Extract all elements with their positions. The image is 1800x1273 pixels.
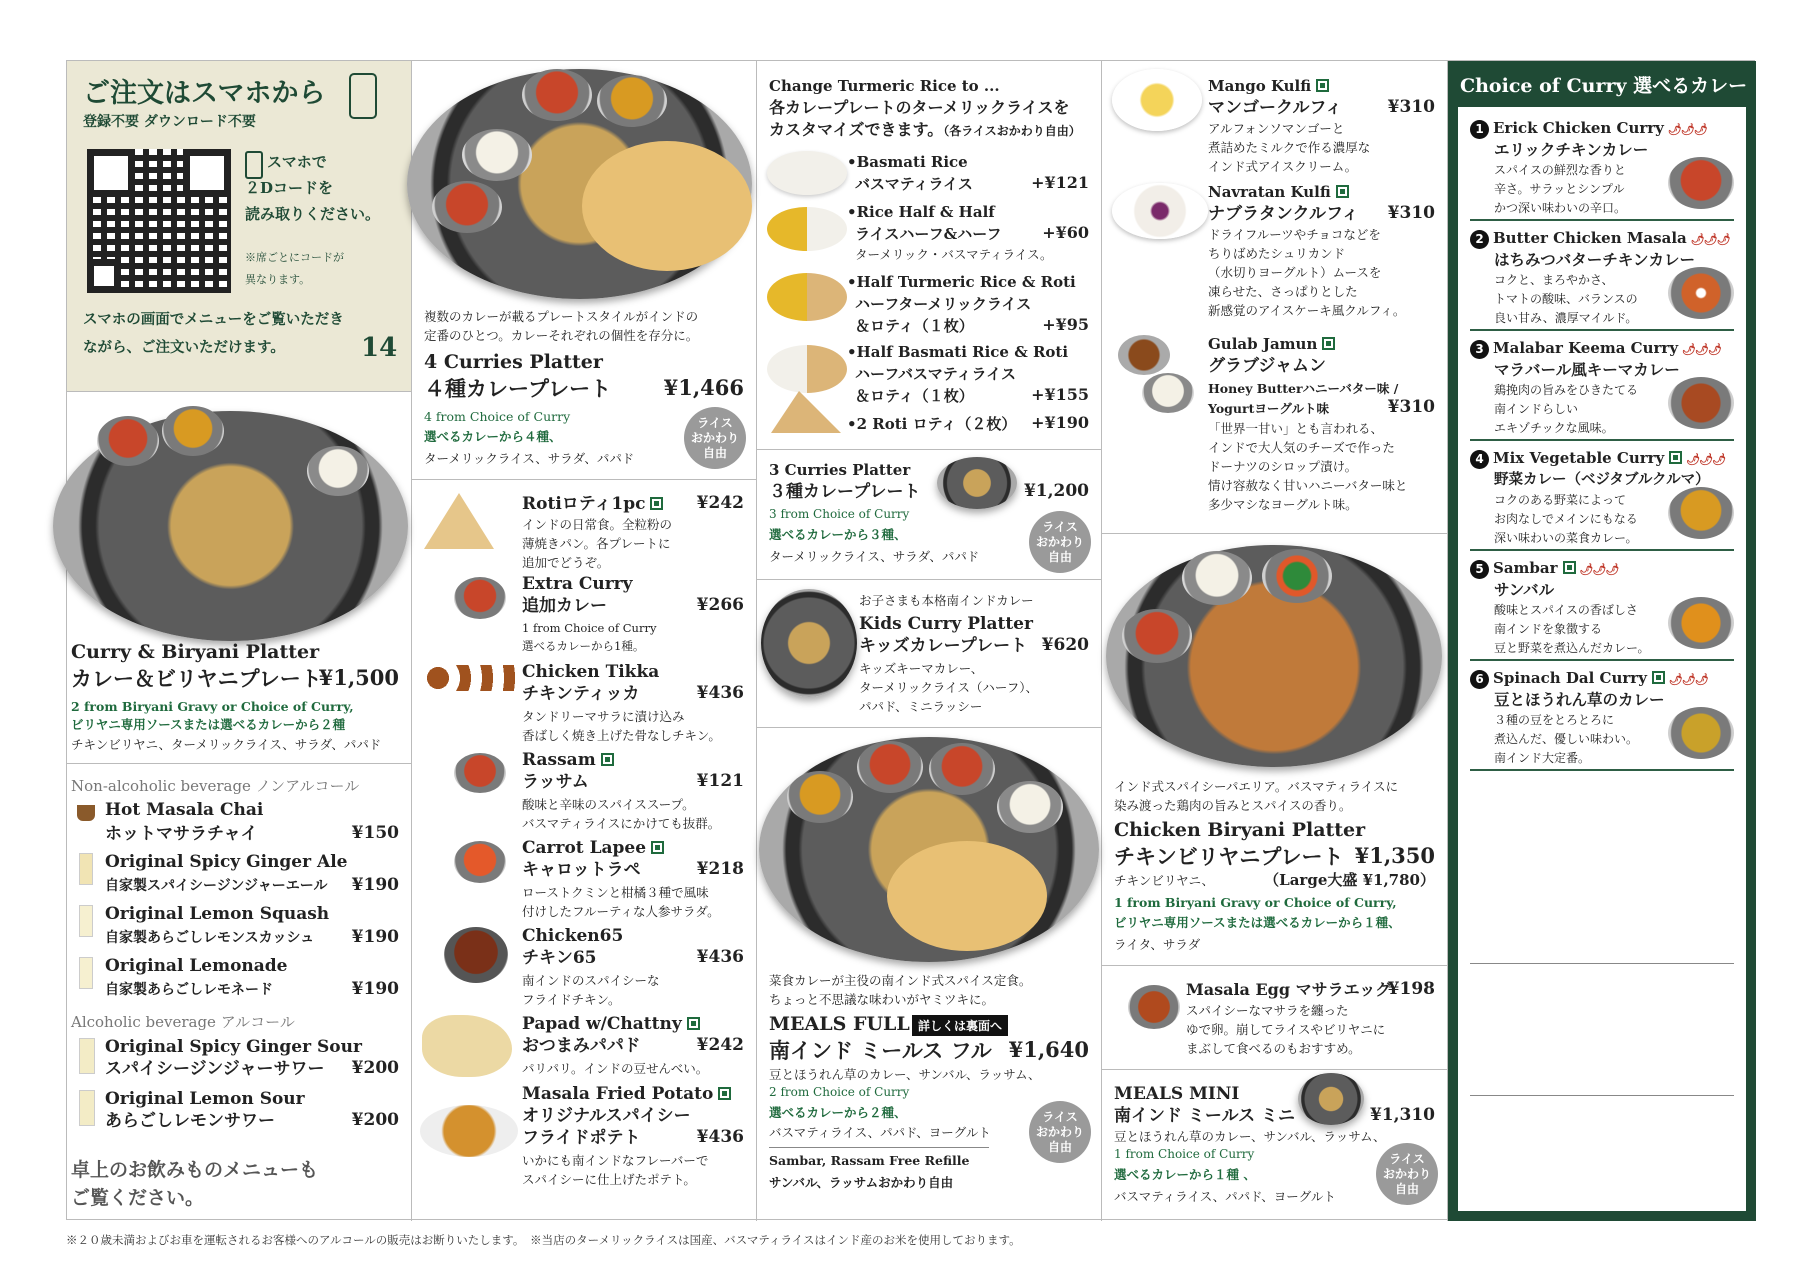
side-papad-en: Papad w/Chattny <box>522 1013 700 1035</box>
gulab-jamun-image <box>1118 335 1170 375</box>
roti-image <box>424 493 494 549</box>
meals-full-l2: バスマティライス、パパド、ヨーグルト <box>769 1125 991 1140</box>
side-potato-jp2: フライドポテト <box>522 1128 641 1148</box>
column-4 <box>1102 61 1448 1221</box>
side-chicken65-jp: チキン65 <box>522 948 597 968</box>
meals-mini-jp: 南インド ミールス ミニ <box>1114 1106 1295 1126</box>
masala-egg-price: ¥198 <box>1387 979 1435 999</box>
dessert-navratan-price: ¥310 <box>1387 203 1435 223</box>
rice-basmati-roti-jp: ハーフバスマティライス <box>855 365 1016 383</box>
meals-mini-choice-en: 1 from Choice of Curry <box>1114 1147 1255 1161</box>
side-extra-curry-en: Extra Curry <box>522 574 633 594</box>
rice-half-price: +¥60 <box>1042 223 1089 242</box>
veg-icon <box>601 753 614 766</box>
kids-platter-photo <box>761 589 857 697</box>
dessert-gulab-jp: グラブジャムン <box>1208 356 1326 376</box>
qr-finder-icon <box>87 259 121 293</box>
rice-turmeric-roti-en: •Half Turmeric Rice & Roti <box>847 273 1076 291</box>
gravy-bowl-image <box>1122 609 1192 663</box>
veg-icon <box>1322 337 1335 350</box>
qr-desc: スマホの画面でメニューをご覧いただき ながら、ご注文いただけます。 <box>83 311 344 356</box>
chicken-biryani-jp: チキンビリヤニプレート <box>1114 844 1344 869</box>
masala-egg-desc: スパイシーなマサラを纏った ゆで卵。崩してライスやビリヤニに まぶして食べるのもおすすめ。 <box>1186 1003 1386 1056</box>
chicken-tikka-image <box>426 665 518 691</box>
curry-image <box>1668 377 1734 429</box>
beverage-item[interactable]: Original Spicy Ginger Ale 自家製スパイシージンジャーエール ¥190 <box>71 851 407 903</box>
meals-full-price: ¥1,640 <box>1008 1037 1089 1062</box>
dessert-gulab-flavor: Honey Butterハニーバター味 / <box>1208 381 1399 396</box>
salad-bowl-image <box>1262 549 1332 603</box>
rice-half-desc: ターメリック・バスマティライス。 <box>855 247 1053 262</box>
curry-biryani-choice-en: 2 from Biryani Gravy or Choice of Curry, <box>71 699 354 714</box>
qr-note: ※席ごとにコードが 異なります。 <box>245 251 344 286</box>
alc-list <box>71 1036 407 1140</box>
rice-header-en: Change Turmeric Rice to ... <box>769 77 1000 95</box>
rice-basmati-en: •Basmati Rice <box>847 153 968 171</box>
chicken-biryani-desc1: インド式スパイシーパエリア。バスマティライスに <box>1114 779 1399 794</box>
column-3 <box>757 61 1102 1221</box>
curry-choice-item[interactable]: 6 Spinach Dal Curry 🌶🌶🌶 豆とほうれん草のカレー ３種の豆をとろとろに 煮込んだ、優しい味わい。 南インド大定番。 <box>1470 661 1734 771</box>
side-chicken65-en: Chicken65 <box>522 926 624 946</box>
chicken-biryani-l2: ライタ、サラダ <box>1114 937 1201 952</box>
rice-refill-badge: ライス おかわり 自由 <box>684 407 746 469</box>
curry-bowl-image <box>97 416 159 466</box>
four-curries-jp: ４種カレープレート <box>424 376 612 401</box>
blank-line <box>1470 963 1734 964</box>
curry-biryani-desc: チキンビリヤニ、ターメリックライス、サラダ、パパド <box>71 737 382 752</box>
mango-kulfi-image <box>1112 69 1202 131</box>
turmeric-roti-image <box>767 273 847 321</box>
curry-biryani-price: ¥1,500 <box>318 665 399 690</box>
veg-icon <box>1316 79 1329 92</box>
beverage-item[interactable]: Original Lemon Sour あらごしレモンサワー ¥200 <box>71 1088 407 1140</box>
rice-refill-badge: ライス おかわり 自由 <box>1029 1101 1091 1163</box>
side-carrot-en: Carrot Lapee <box>522 837 664 859</box>
rice-2roti-price: +¥190 <box>1031 413 1089 432</box>
glass-icon <box>79 905 93 937</box>
curry-bowl-image <box>432 181 502 233</box>
choice-curry-list <box>1458 107 1746 1211</box>
side-potato-jp: オリジナルスパイシー <box>522 1106 691 1126</box>
two-roti-image <box>771 391 841 433</box>
dessert-gulab-desc: 「世界一甘い」とも言われる、 インドで大人気のチーズで作った ドーナツのシロップ漬け。 情け容赦なく甘いハニーバター味と 多少マシなヨーグルト味。 <box>1208 421 1408 512</box>
chili-icon: 🌶🌶🌶 <box>1579 563 1619 576</box>
curry-choice-item[interactable]: 3 Malabar Keema Curry 🌶🌶🌶 マラバール風キーマカレー 鶏挽肉の旨みをひきたてる 南インドらしい エキゾチックな風味。 <box>1470 331 1734 441</box>
choice-curry-title: Choice of Curry 選べるカレー <box>1460 75 1748 97</box>
glass-icon <box>79 957 93 989</box>
three-curries-photo <box>937 457 1017 509</box>
chili-icon: 🌶🌶🌶 <box>1668 673 1708 686</box>
beverage-list <box>71 799 407 1007</box>
veg-icon <box>687 1017 700 1030</box>
veg-icon <box>1652 671 1665 684</box>
side-rassam-en: Rassam <box>522 749 614 771</box>
curry-bowl-image <box>929 743 995 795</box>
three-curries-jp: ３種カレープレート <box>769 482 921 502</box>
rice-basmati-jp: バスマティライス <box>855 175 973 193</box>
kids-price: ¥620 <box>1041 635 1089 655</box>
side-papad-desc: パリパリ。インドの豆せんべい。 <box>522 1061 709 1076</box>
meals-full-refill-en: Sambar, Rassam Free Refille <box>769 1153 970 1168</box>
four-curries-en: 4 Curries Platter <box>424 351 603 373</box>
qr-scan-text: スマホで ２Dコードを 読み取りください。 <box>245 153 381 223</box>
masala-egg-image <box>1128 985 1180 1029</box>
choice-of-curry-panel <box>1448 61 1756 1221</box>
papad-chattny-image <box>422 1015 512 1077</box>
veg-icon <box>650 497 663 510</box>
four-curries-desc: ターメリックライス、サラダ、パパド <box>424 451 635 466</box>
side-chicken-tikka-price: ¥436 <box>696 683 744 703</box>
meals-mini-photo <box>1298 1073 1364 1125</box>
three-curries-choice-en: 3 from Choice of Curry <box>769 507 910 521</box>
meals-mini-en: MEALS MINI <box>1114 1084 1240 1104</box>
three-curries-price: ¥1,200 <box>1023 481 1089 501</box>
rice-header-jp: 各カレープレートのターメリックライスを <box>769 98 1070 117</box>
dessert-gulab-price: ¥310 <box>1387 397 1435 417</box>
column-1 <box>67 61 412 1221</box>
meals-mini-choice-jp: 選べるカレーから１種 、 <box>1114 1167 1256 1182</box>
side-potato-price: ¥436 <box>696 1127 744 1147</box>
side-papad-jp: おつまみパパド <box>522 1036 641 1056</box>
meals-full-desc2: ちょっと不思議な味わいがヤミツキに。 <box>769 992 995 1007</box>
side-carrot-desc: ローストクミンと柑橘３種で風味 付けしたフルーティな人参サラダ。 <box>522 885 720 919</box>
curry-choice-item[interactable]: 5 Sambar 🌶🌶🌶 サンバル 酸味とスパイスの香ばしさ 南インドを象徴する 豆と野菜を煮込んだカレー。 <box>1470 551 1734 661</box>
chicken-biryani-large-price: （Large大盛 ¥1,780） <box>1264 871 1435 889</box>
beverage-item[interactable]: Original Lemonade 自家製あらごしレモネード ¥190 <box>71 955 407 1007</box>
qr-sub: 登録不要 ダウンロード不要 <box>83 114 256 130</box>
alc-header: Alcoholic beverage アルコール <box>71 1013 295 1031</box>
dessert-navratan-jp: ナブラタンクルフィ <box>1208 204 1359 224</box>
carrot-lapee-image <box>454 841 506 883</box>
nonalc-header: Non-alcoholic beverage ノンアルコール <box>71 777 360 795</box>
meals-full-desc1: 菜食カレーが主役の南インド式スパイス定食。 <box>769 973 1032 988</box>
glass-icon <box>79 1090 95 1126</box>
curry-biryani-jp: カレー＆ビリヤニプレート <box>71 666 322 691</box>
smartphone-icon <box>349 73 377 119</box>
rice-turmeric-roti-price: +¥95 <box>1042 315 1089 334</box>
meals-full-jp: 南インド ミールス フル <box>769 1038 992 1063</box>
basmati-roti-image <box>767 345 847 393</box>
meals-mini-l2: バスマティライス、パパド、ヨーグルト <box>1114 1189 1336 1204</box>
dessert-mango-en: Mango Kulfi <box>1208 75 1329 97</box>
blank-line <box>1470 1095 1734 1096</box>
side-papad-price: ¥242 <box>696 1035 744 1055</box>
rice-refill-badge: ライス おかわり 自由 <box>1376 1143 1438 1205</box>
rice-refill-badge: ライス おかわり 自由 <box>1029 511 1091 573</box>
rice-basmati-roti-price: +¥155 <box>1031 385 1089 404</box>
side-chicken65-price: ¥436 <box>696 947 744 967</box>
chili-icon: 🌶🌶🌶 <box>1690 233 1730 246</box>
dessert-mango-jp: マンゴークルフィ <box>1208 98 1343 118</box>
dessert-gulab-en: Gulab Jamun <box>1208 333 1335 355</box>
side-chicken-tikka-desc: タンドリーマサラに漬け込み 香ばしく焼き上げた骨なしチキン。 <box>522 709 721 743</box>
side-carrot-jp: キャロットラペ <box>522 860 641 880</box>
four-curries-desc1: 複数のカレーが載るプレートスタイルがインドの <box>424 309 699 324</box>
meals-mini-l1: 豆とほうれん草のカレー、サンバル、ラッサム、 <box>1114 1129 1386 1144</box>
chili-icon: 🌶🌶🌶 <box>1686 453 1726 466</box>
glass-icon <box>79 1038 95 1074</box>
veg-icon <box>1563 561 1576 574</box>
chicken65-image <box>444 927 508 983</box>
extra-curry-image <box>454 577 506 619</box>
meals-full-l1: 豆とほうれん草のカレー、サンバル、ラッサム、 <box>769 1067 1041 1082</box>
three-curries-desc: ターメリックライス、サラダ、パパド <box>769 549 980 564</box>
curry-image <box>1668 707 1734 759</box>
side-chicken-tikka-jp: チキンティッカ <box>522 684 640 704</box>
side-chicken-tikka-en: Chicken Tikka <box>522 662 660 682</box>
qr-order-box <box>67 61 411 391</box>
side-carrot-price: ¥218 <box>696 859 744 879</box>
meals-full-refill-jp: サンバル、ラッサムおかわり自由 <box>769 1175 954 1190</box>
three-curries-en: 3 Curries Platter <box>769 461 911 479</box>
curry-bowl-image <box>522 69 592 121</box>
kids-desc: キッズキーマカレー、 ターメリックライス（ハーフ）、 パパド、ミニラッシー <box>859 661 1039 714</box>
basmati-rice-image <box>767 151 847 195</box>
rice-turmeric-roti-jp2: ＆ロティ（１枚） <box>855 317 974 335</box>
kids-en: Kids Curry Platter <box>859 614 1033 634</box>
side-rassam-price: ¥121 <box>696 771 744 791</box>
meals-full-choice-en: 2 from Choice of Curry <box>769 1085 910 1099</box>
side-rassam-jp: ラッサム <box>522 772 589 792</box>
drink-menu-note: 卓上のお飲みものメニューも ご覧ください。 <box>71 1159 319 1209</box>
table-number: 14 <box>361 333 398 363</box>
side-rassam-desc: 酸味と辛味のスパイススープ。 バスマティライスにかけても抜群。 <box>522 797 721 831</box>
chicken-biryani-desc2: 染み渡った鶏肉の旨みとスパイスの香り。 <box>1114 798 1352 813</box>
fried-potato-image <box>420 1105 518 1157</box>
chicken-biryani-choice-jp: ビリヤニ専用ソースまたは選べるカレーから１種、 <box>1114 915 1401 930</box>
dessert-gulab-flavor2: Yogurtヨーグルト味 <box>1208 401 1329 416</box>
masala-egg-name: Masala Egg マサラエッグ <box>1186 980 1392 999</box>
side-roti-price: ¥242 <box>696 493 744 513</box>
raita-bowl-image <box>307 446 369 496</box>
curry-bowl-image <box>162 406 224 456</box>
rice-turmeric-roti-jp: ハーフターメリックライス <box>855 295 1032 313</box>
meals-full-more-tag[interactable]: 詳しくは裏面へ <box>912 1015 1008 1036</box>
curry-bowl-image <box>857 741 923 793</box>
meals-full-en: MEALS FULL <box>769 1013 910 1035</box>
side-roti-name: Rotiロティ1pc <box>522 493 663 515</box>
qr-title: ご注文はスマホから <box>83 78 326 109</box>
rice-basmati-price: +¥121 <box>1031 173 1089 192</box>
veg-icon <box>718 1087 731 1100</box>
dessert-navratan-desc: ドライフルーツやチョコなどを ちりばめたシュリカンド （水切りヨーグルト）ムースを 凍らせた、さっぱりとした 新感覚のアイスケーキ風クルフィ。 <box>1208 227 1406 318</box>
chai-cup-icon <box>77 805 95 821</box>
curry-biryani-en: Curry & Biryani Platter <box>71 641 320 663</box>
chili-icon: 🌶🌶🌶 <box>1682 343 1721 356</box>
chili-icon: 🌶🌶🌶 <box>1667 123 1707 136</box>
four-curries-desc2: 定番のひとつ。カレーそれぞれの個性を存分に。 <box>424 328 699 343</box>
chicken-biryani-price: ¥1,350 <box>1354 843 1435 868</box>
curry-biryani-choice-jp: ビリヤニ専用ソースまたは選べるカレーから２種 <box>71 717 346 732</box>
beverage-item[interactable]: Hot Masala Chai ホットマサラチャイ ¥150 <box>71 799 407 851</box>
curry-image <box>1668 157 1734 209</box>
side-extra-curry-desc: 1 from Choice of Curry 選べるカレーから1種。 <box>522 621 657 653</box>
rice-half-en: •Rice Half & Half <box>847 203 995 221</box>
beverage-item[interactable]: Original Spicy Ginger Sour スパイシージンジャーサワー ¥200 <box>71 1036 407 1088</box>
footer-note: ※２０歳未満およびお車を運転されるお客様へのアルコールの販売はお断りいたします。 ※当店のターメリックライスは国産、バスマティライスはインド産のお米を使用しております。 <box>66 1233 1021 1247</box>
four-curries-choice-en: 4 from Choice of Curry <box>424 409 571 424</box>
curry-bowl-image <box>787 771 853 823</box>
curry-image <box>1668 597 1734 649</box>
kids-pre: お子さまも本格南インドカレー <box>859 593 1034 608</box>
chicken-biryani-en: Chicken Biryani Platter <box>1114 819 1366 841</box>
column-2 <box>412 61 757 1221</box>
veg-icon <box>1336 185 1349 198</box>
curry-bowl-image <box>462 129 532 181</box>
meals-mini-price: ¥1,310 <box>1369 1105 1435 1125</box>
curry-image <box>1668 487 1734 539</box>
three-curries-choice-jp: 選べるカレーから３種、 <box>769 527 907 542</box>
veg-icon <box>651 841 664 854</box>
side-roti-desc: インドの日常食。全粒粉の 薄焼きパン。各プレートに 追加でどうぞ。 <box>522 517 673 570</box>
rice-header-jp2: カスタマイズできます。（各ライスおかわり自由） <box>769 120 1081 139</box>
curry-choice-item[interactable]: 4 Mix Vegetable Curry 🌶🌶🌶 野菜カレー（ベジタブルクルマ） コクのある野菜によって お肉なしでメインにもなる 深い味わいの菜食カレー。 <box>1470 441 1734 551</box>
four-curries-price: ¥1,466 <box>663 375 744 400</box>
side-extra-curry-jp: 追加カレー <box>522 596 607 616</box>
meals-full-choice-jp: 選べるカレーから２種、 <box>769 1105 907 1120</box>
curry-choice-item[interactable]: 1 Erick Chicken Curry 🌶🌶🌶 エリックチキンカレー スパイスの鮮烈な香りと 辛さ。サラッとシンプル かつ深い味わいの辛口。 <box>1470 111 1734 221</box>
rice-2roti-en: •2 Roti ロティ（２枚） <box>847 415 1017 433</box>
rice-basmati-roti-jp2: ＆ロティ（１枚） <box>855 387 974 405</box>
side-extra-curry-price: ¥266 <box>696 595 744 615</box>
chicken-biryani-l1: チキンビリヤニ、 <box>1114 873 1215 888</box>
raita-bowl-image <box>1182 551 1252 605</box>
rice-half-image <box>767 207 847 251</box>
four-curries-choice-jp: 選べるカレーから４種、 <box>424 429 562 444</box>
navratan-kulfi-image <box>1112 183 1208 239</box>
curry-choice-item[interactable]: 2 Butter Chicken Masala 🌶🌶🌶 はちみつバターチキンカレー コクと、まろやかさ、 トマトの酸味、バランスの 良い甘み、濃厚マイルド。 <box>1470 221 1734 331</box>
yogurt-bowl-image <box>997 781 1063 833</box>
curry-bowl-image <box>597 75 667 127</box>
dessert-mango-price: ¥310 <box>1387 97 1435 117</box>
veg-icon <box>1669 451 1682 464</box>
gulab-jamun-yogurt-image <box>1142 373 1194 413</box>
dessert-navratan-en: Navratan Kulfi <box>1208 181 1349 203</box>
curry-image <box>1668 267 1734 319</box>
rassam-image <box>454 753 506 793</box>
rice-half-jp: ライスハーフ&ハーフ <box>855 225 1002 243</box>
glass-icon <box>79 853 93 885</box>
rice-basmati-roti-en: •Half Basmati Rice & Roti <box>847 343 1069 361</box>
dessert-mango-desc: アルフォンソマンゴーと 煮詰めたミルクで作る濃厚な インド式アイスクリーム。 <box>1208 121 1371 174</box>
kids-jp: キッズカレープレート <box>859 636 1028 656</box>
side-potato-desc: いかにも南インドなフレーバーで スパイシーに仕上げたポテト。 <box>522 1153 709 1187</box>
papad-image <box>887 841 1047 951</box>
refill-divider <box>769 1147 989 1148</box>
side-potato-en: Masala Fried Potato <box>522 1083 731 1105</box>
menu-sheet <box>66 60 1755 1220</box>
side-chicken65-desc: 南インドのスパイシーな フライドチキン。 <box>522 973 660 1007</box>
papad-image <box>582 141 752 271</box>
chicken-biryani-choice-en: 1 from Biryani Gravy or Choice of Curry, <box>1114 895 1397 910</box>
beverage-item[interactable]: Original Lemon Squash 自家製あらごしレモンスカッシュ ¥190 <box>71 903 407 955</box>
